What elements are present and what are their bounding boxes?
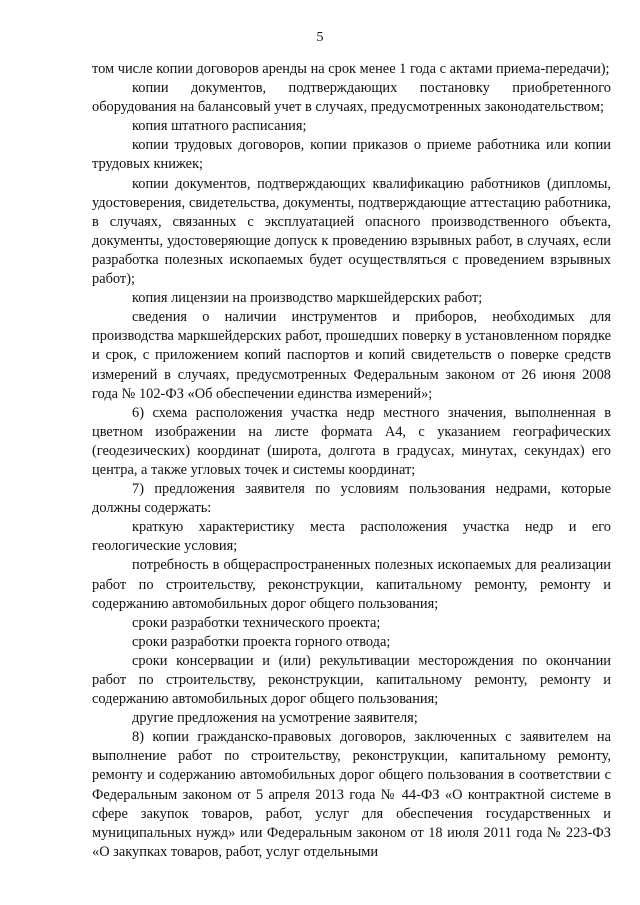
paragraph: потребность в общераспространенных полезных ископаемых для реализации работ по строительству, реконструкции, капитальному ремонту, ремонту и содержанию автомобильных дорог общего пользования; xyxy=(92,557,611,612)
paragraph: сроки консервации и (или) рекультивации месторождения по окончании работ по строительству, реконструкции, капитальному ремонту, ремонту и содержанию автомобильных дорог общего пользования; xyxy=(92,652,611,708)
paragraph-item-8: 8) копии гражданско-правовых договоров, заключенных с заявителем на выполнение работ по строительству, реконструкции, капитальному ремонту, ремонту и содержанию автомобильных дорог общего пользования в соответствии с Федеральным законом от 5 апреля 2013 года № 44-ФЗ «О контрактной системе в сфере закупок товаров, работ, услуг для обеспечения государственных и муниципальных нужд» или Федеральным законом от 18 июля 2011 года № 223-ФЗ «О закупках товаров, работ, услуг отдельными xyxy=(92,729,611,860)
paragraph-item-6: 6) схема расположения участка недр местного значения, выполненная в цветном изображении на листе формата А4, с указанием географических (геодезических) координат (широта, долгота в градусах, минутах, секундах) его центра, а также угловых точек и системы координат; xyxy=(92,404,611,478)
document-body xyxy=(92,60,611,862)
paragraph: сведения о наличии инструментов и приборов, необходимых для производства маркшейдерских работ, прошедших поверку в установленном порядке и срок, с приложением копий паспортов и копий свидетельств о поверке средств измерений в случаях, предусмотренных Федеральным законом от 26 июня 2008 года № 102-ФЗ «Об обеспечении единства измерений»; xyxy=(92,309,611,402)
paragraph-continuation: том числе копии договоров аренды на срок менее 1 года с актами приема-передачи); xyxy=(92,61,610,77)
paragraph: копии документов, подтверждающих квалификацию работников (дипломы, удостоверения, свидетельства, документы, подтверждающие аттестацию работника, в случаях, связанных с эксплуатацией опасного производственного объекта, документы, удостоверяющие допуск к проведению взрывных работ, в случаях, если разработка полезных ископаемых будет осуществляться с проведением взрывных работ); xyxy=(92,175,611,288)
paragraph: копия штатного расписания; xyxy=(132,118,307,135)
paragraph: сроки разработки технического проекта; xyxy=(132,614,381,631)
paragraph: сроки разработки проекта горного отвода; xyxy=(132,633,391,650)
page-number: 5 xyxy=(316,30,324,45)
paragraph: копия лицензии на производство маркшейдерских работ; xyxy=(132,290,483,307)
paragraph: копии трудовых договоров, копии приказов о приеме работника или копии трудовых книжек; xyxy=(92,137,611,173)
paragraph: краткую характеристику места расположения участка недр и его геологические условия; xyxy=(92,519,611,555)
paragraph-item-7: 7) предложения заявителя по условиям пользования недрами, которые должны содержать: xyxy=(92,481,611,517)
paragraph: другие предложения на усмотрение заявителя; xyxy=(132,710,418,727)
paragraph: копии документов, подтверждающих постановку приобретенного оборудования на балансовый учет в случаях, предусмотренных законодательством; xyxy=(92,80,611,116)
